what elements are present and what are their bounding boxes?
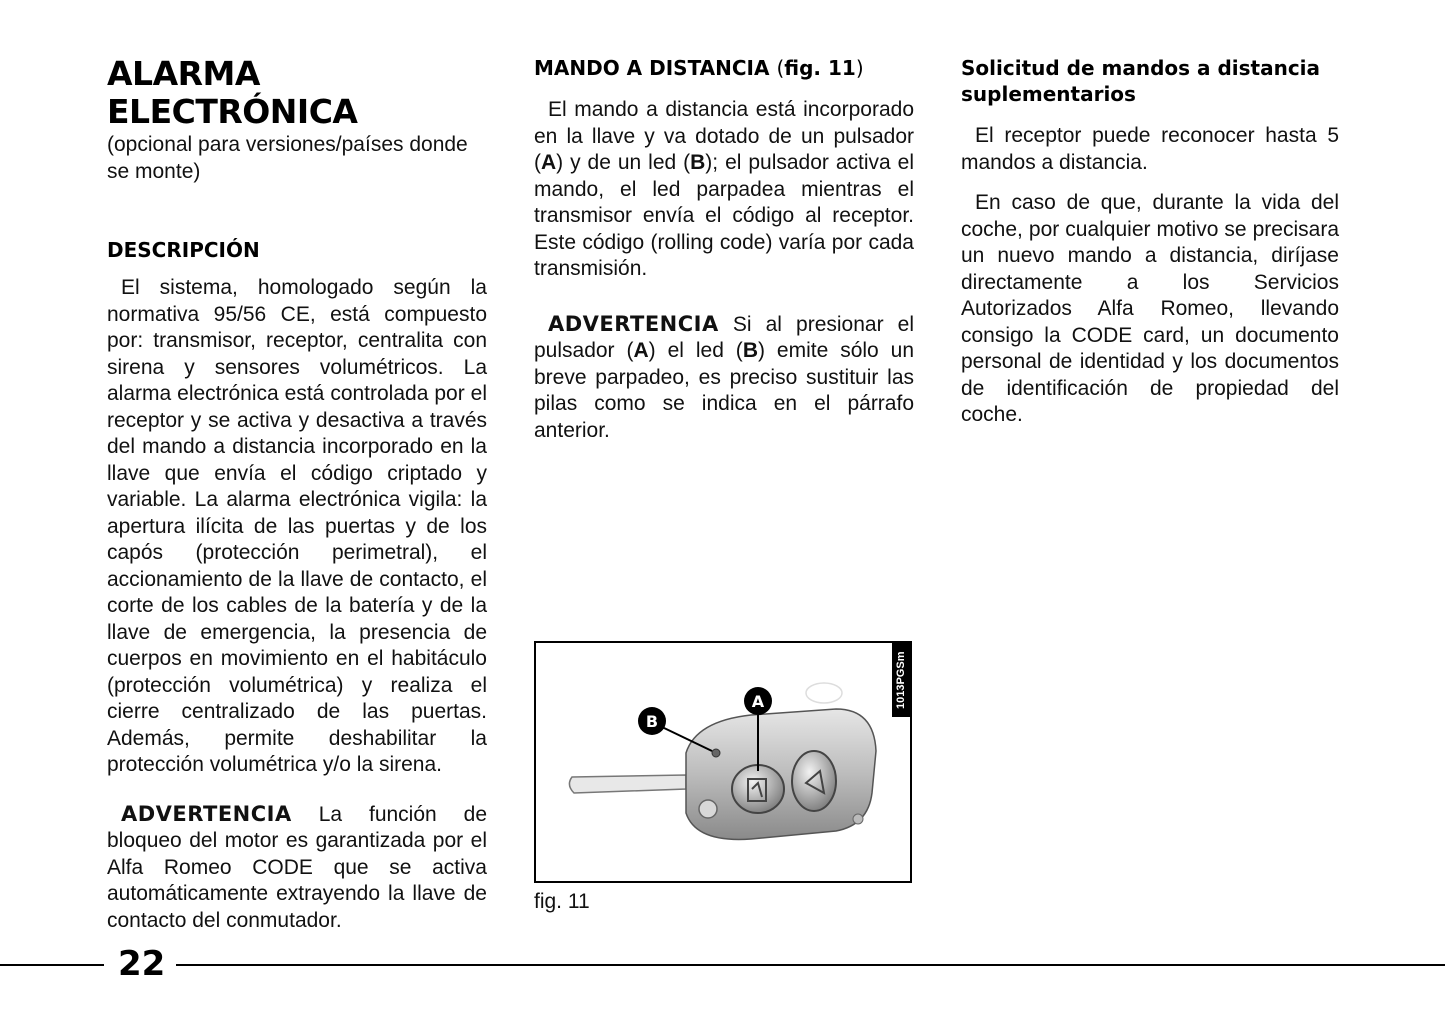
ref-a: A (541, 151, 557, 174)
text-run: ) emite sólo un breve parpadeo, es preciso sustituir las pilas como se indica en el párrafo anterior. (534, 339, 915, 442)
key-illustration (536, 643, 910, 881)
heading-text: MANDO A DISTANCIA (534, 56, 770, 80)
title-subtitle: (opcional para versiones/países donde se monte) (107, 133, 468, 183)
warning-paragraph-left (107, 801, 487, 935)
mando-paragraph (534, 97, 914, 283)
warning-paragraph-middle (534, 311, 914, 445)
page-title: ALARMA ELECTRÓNICA (107, 54, 358, 131)
receptor-paragraph: El receptor puede reconocer hasta 5 mandos a distancia. (961, 124, 1339, 174)
figure-code: 1013PGSm (892, 643, 910, 717)
warning-label: ADVERTENCIA (121, 801, 292, 826)
warning-label: ADVERTENCIA (548, 311, 719, 336)
key-blade (569, 775, 686, 793)
ref-a: A (633, 339, 649, 362)
description-paragraph: El sistema, homologado según la normativa 95/56 CE, está compuesto por: transmisor, receptor, centralita con sirena y sensores volumétricos. La alarma electrónica está controlada por el receptor y se activa y desactiva a través del mando a distancia incorporado en la llave que envía el código criptado y variable. La alarma electrónica vigila: la apertura ilícita de las puertas y de los capós (protección perimetral), el accionamiento de la llave de contacto, el corte de los cables de la batería y de la llave de emergencia, la presencia de cuerpos en movimiento en el habitáculo (protección volumétrica) y realiza el cierre centralizado de las puertas. Además, permite deshabilitar la protección volumétrica y/o la sirena. (107, 276, 487, 776)
heading-ref-open: ( (776, 56, 785, 80)
text-run: ) y de un led ( (556, 151, 691, 174)
section-heading-descripcion: DESCRIPCIÓN (107, 238, 260, 262)
column-right (961, 55, 1339, 429)
request-paragraph: En caso de que, durante la vida del coche, por cualquier motivo se precisara un nuevo mando a distancia, diríjase directamente a los Servicios Autorizados Alfa Romeo, llevando consigo la CODE card, un documento personal de identidad y los documentos de identificación de propiedad del coche. (961, 191, 1339, 426)
text-run: Si al presionar el pulsador ( (534, 312, 914, 362)
heading-ref-close: ) (855, 56, 864, 80)
text-run: El mando a distancia está incorporado en la llave y va dotado de un pulsador ( (534, 98, 914, 174)
figure-key-remote (534, 641, 912, 883)
text-run: ); el pulsador activa el mando, el led parpadea mientras el transmisor envía el código al receptor. Este código (rolling code) varía por cada transmisión. (534, 151, 914, 280)
footer-rule-right (176, 964, 1445, 966)
text-run: ) el led ( (648, 339, 743, 362)
heading-fig-ref: fig. 11 (784, 56, 856, 80)
page-number: 22 (118, 944, 166, 984)
figure-caption: fig. 11 (534, 890, 590, 913)
footer-rule-left (0, 964, 104, 966)
section-heading-mando (534, 55, 914, 81)
label-a: A (751, 692, 765, 711)
label-b: B (645, 712, 659, 731)
ref-b: B (742, 339, 758, 362)
button-open (792, 751, 836, 811)
key-body (686, 709, 876, 839)
warning-text: La función de bloqueo del motor es garantizada por el Alfa Romeo CODE que se activa automáticamente extrayendo la llave de contacto del conmutador. (107, 802, 487, 932)
ref-b: B (690, 151, 706, 174)
button-a (732, 765, 784, 813)
led (712, 749, 720, 757)
section-heading-solicitud: Solicitud de mandos a distancia suplementarios (961, 56, 1321, 106)
column-left (107, 55, 487, 934)
column-middle (534, 55, 914, 444)
